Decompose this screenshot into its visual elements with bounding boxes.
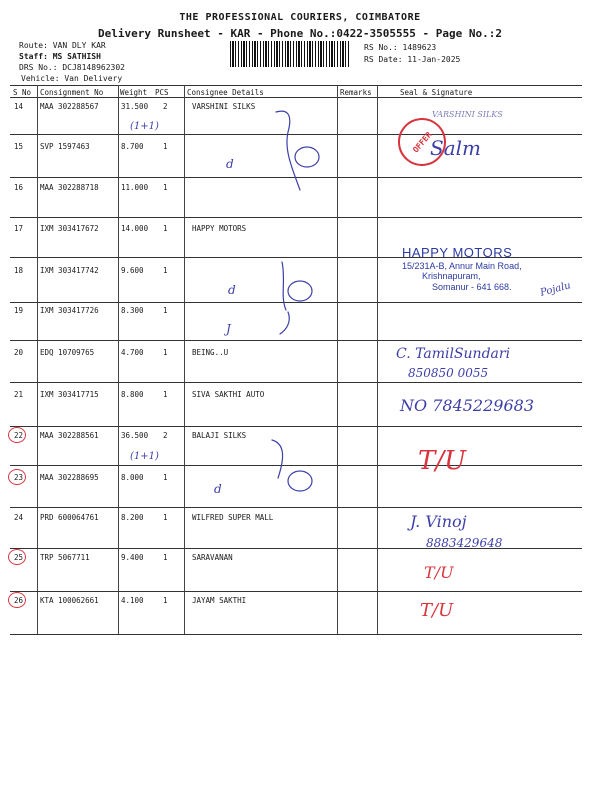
row-consignment: PRD 600064761 xyxy=(40,513,99,522)
row-weight: 8.700 xyxy=(121,142,144,151)
pcs-handwritten-note: (1+1) xyxy=(130,121,159,132)
row-sno: 19 xyxy=(14,306,24,315)
row-sno: 21 xyxy=(14,390,24,399)
row-consignee: SARAVANAN xyxy=(192,553,233,562)
drs-number: DRS No.: DCJ8148962302 xyxy=(19,63,125,72)
row-consignee: BALAJI SILKS xyxy=(192,431,247,440)
pen-circle-row23 xyxy=(288,471,312,491)
pen-stroke-row18 xyxy=(282,262,286,310)
row-weight: 11.000 xyxy=(121,183,149,192)
vehicle-label: Vehicle: Van Delivery xyxy=(21,74,123,83)
row-pcs: 1 xyxy=(163,224,168,233)
col-header-seal-signature: Seal & Signature xyxy=(400,88,473,97)
stamp-company-name: HAPPY MOTORS xyxy=(402,245,513,260)
tu-mark-row26: T/U xyxy=(420,600,454,621)
row-pcs: 1 xyxy=(163,183,168,192)
row-sno: 23 xyxy=(14,473,24,482)
stamp-address-line: Krishnapuram, xyxy=(422,271,481,282)
row-sno: 14 xyxy=(14,102,24,111)
happy-motors-stamp xyxy=(402,246,522,292)
runsheet-title: Delivery Runsheet - KAR - Phone No.:0422-3505555 - Page No.:2 xyxy=(98,27,502,40)
pen-mark-row15: d xyxy=(226,157,234,171)
row-pcs: 1 xyxy=(163,473,168,482)
row-consignment: TRP 5067711 xyxy=(40,553,90,562)
row-pcs: 1 xyxy=(163,596,168,605)
row-sno: 17 xyxy=(14,224,24,233)
row-weight: 4.100 xyxy=(121,596,144,605)
row-pcs: 1 xyxy=(163,348,168,357)
col-header-weight: Weight xyxy=(120,88,148,97)
row-weight: 9.600 xyxy=(121,266,144,275)
signature-row24: J. Vinoj xyxy=(410,512,467,531)
row-sno: 18 xyxy=(14,266,24,275)
signature-row15: Salm xyxy=(430,136,481,160)
row-weight: 31.500 xyxy=(121,102,149,111)
row-pcs: 1 xyxy=(163,266,168,275)
stamp-address-line: Somanur - 641 668. xyxy=(432,281,512,292)
route-label: Route: VAN DLY KAR xyxy=(19,41,106,50)
tu-mark-row22: T/U xyxy=(418,446,467,476)
col-header-pcs: PCS xyxy=(155,88,169,97)
pen-stroke-row19 xyxy=(280,312,289,334)
row-consignee: VARSHINI SILKS xyxy=(192,102,256,111)
row-consignment: KTA 100062661 xyxy=(40,596,99,605)
row-pcs: 1 xyxy=(163,306,168,315)
row-sno: 25 xyxy=(14,553,24,562)
pen-mark-row23: d xyxy=(214,482,222,496)
row-sno: 22 xyxy=(14,431,24,440)
row-weight: 8.000 xyxy=(121,473,144,482)
tu-mark-row25: T/U xyxy=(424,563,454,582)
row-pcs: 2 xyxy=(163,431,168,440)
phone-row24: 8883429648 xyxy=(426,536,503,550)
row-consignee: JAYAM SAKTHI xyxy=(192,596,247,605)
phone-row20: 850850 0055 xyxy=(408,366,489,380)
row-sno: 16 xyxy=(14,183,24,192)
row-pcs: 1 xyxy=(163,513,168,522)
row-sno: 20 xyxy=(14,348,24,357)
stamp-initials: Pojalu xyxy=(539,280,572,299)
signature-row21: NO 7845229683 xyxy=(400,396,534,415)
row-consignee: HAPPY MOTORS xyxy=(192,224,247,233)
pen-mark-row19: J xyxy=(226,322,231,336)
row-pcs: 2 xyxy=(163,102,168,111)
row-weight: 4.700 xyxy=(121,348,144,357)
pen-circle-row15 xyxy=(295,147,319,167)
varshini-silks-stamp: VARSHINI SILKS xyxy=(432,110,503,119)
row-weight: 9.400 xyxy=(121,553,144,562)
row-consignment: EDQ 10709765 xyxy=(40,348,95,357)
row-consignment: IXM 303417742 xyxy=(40,266,99,275)
pen-stroke-row23 xyxy=(272,440,283,478)
row-pcs: 1 xyxy=(163,390,168,399)
row-weight: 36.500 xyxy=(121,431,149,440)
pen-circle-row18 xyxy=(288,281,312,301)
row-weight: 14.000 xyxy=(121,224,149,233)
offer-stamp: OFFER xyxy=(388,108,456,176)
row-pcs: 1 xyxy=(163,553,168,562)
staff-label: Staff: xyxy=(19,52,48,61)
company-name: THE PROFESSIONAL COURIERS, COIMBATORE xyxy=(179,12,421,23)
row-consignment: MAA 302288718 xyxy=(40,183,99,192)
row-consignment: IXM 303417672 xyxy=(40,224,99,233)
row-sno: 15 xyxy=(14,142,24,151)
row-consignment: IXM 303417726 xyxy=(40,306,99,315)
row-weight: 8.800 xyxy=(121,390,144,399)
col-header-sno: S No xyxy=(13,88,32,97)
row-consignee: WILFRED SUPER MALL xyxy=(192,513,274,522)
col-header-remarks: Remarks xyxy=(340,88,372,97)
rs-date: RS Date: 11-Jan-2025 xyxy=(364,55,461,64)
row-consignment: MAA 302288561 xyxy=(40,431,99,440)
staff-name: MS SATHISH xyxy=(52,52,101,61)
row-consignee: SIVA SAKTHI AUTO xyxy=(192,390,265,399)
row-sno: 26 xyxy=(14,596,24,605)
row-weight: 8.200 xyxy=(121,513,144,522)
col-header-consignment: Consignment No xyxy=(40,88,104,97)
signature-row20: C. TamilSundari xyxy=(396,346,511,362)
row-pcs: 1 xyxy=(163,142,168,151)
row-consignment: SVP 1597463 xyxy=(40,142,90,151)
col-header-consignee: Consignee Details xyxy=(187,88,264,97)
row-consignment: IXM 303417715 xyxy=(40,390,99,399)
pcs-handwritten-note: (1+1) xyxy=(130,451,159,462)
rs-number: RS No.: 1489623 xyxy=(364,43,437,52)
pen-mark-row18: d xyxy=(228,283,236,297)
row-consignment: MAA 302288567 xyxy=(40,102,99,111)
row-consignee: BEING..U xyxy=(192,348,229,357)
row-sno: 24 xyxy=(14,513,24,522)
row-consignment: MAA 302288695 xyxy=(40,473,99,482)
pen-stroke-row15 xyxy=(276,111,300,190)
row-weight: 8.300 xyxy=(121,306,144,315)
stamp-address-line: 15/231A-B, Annur Main Road, xyxy=(402,260,522,271)
